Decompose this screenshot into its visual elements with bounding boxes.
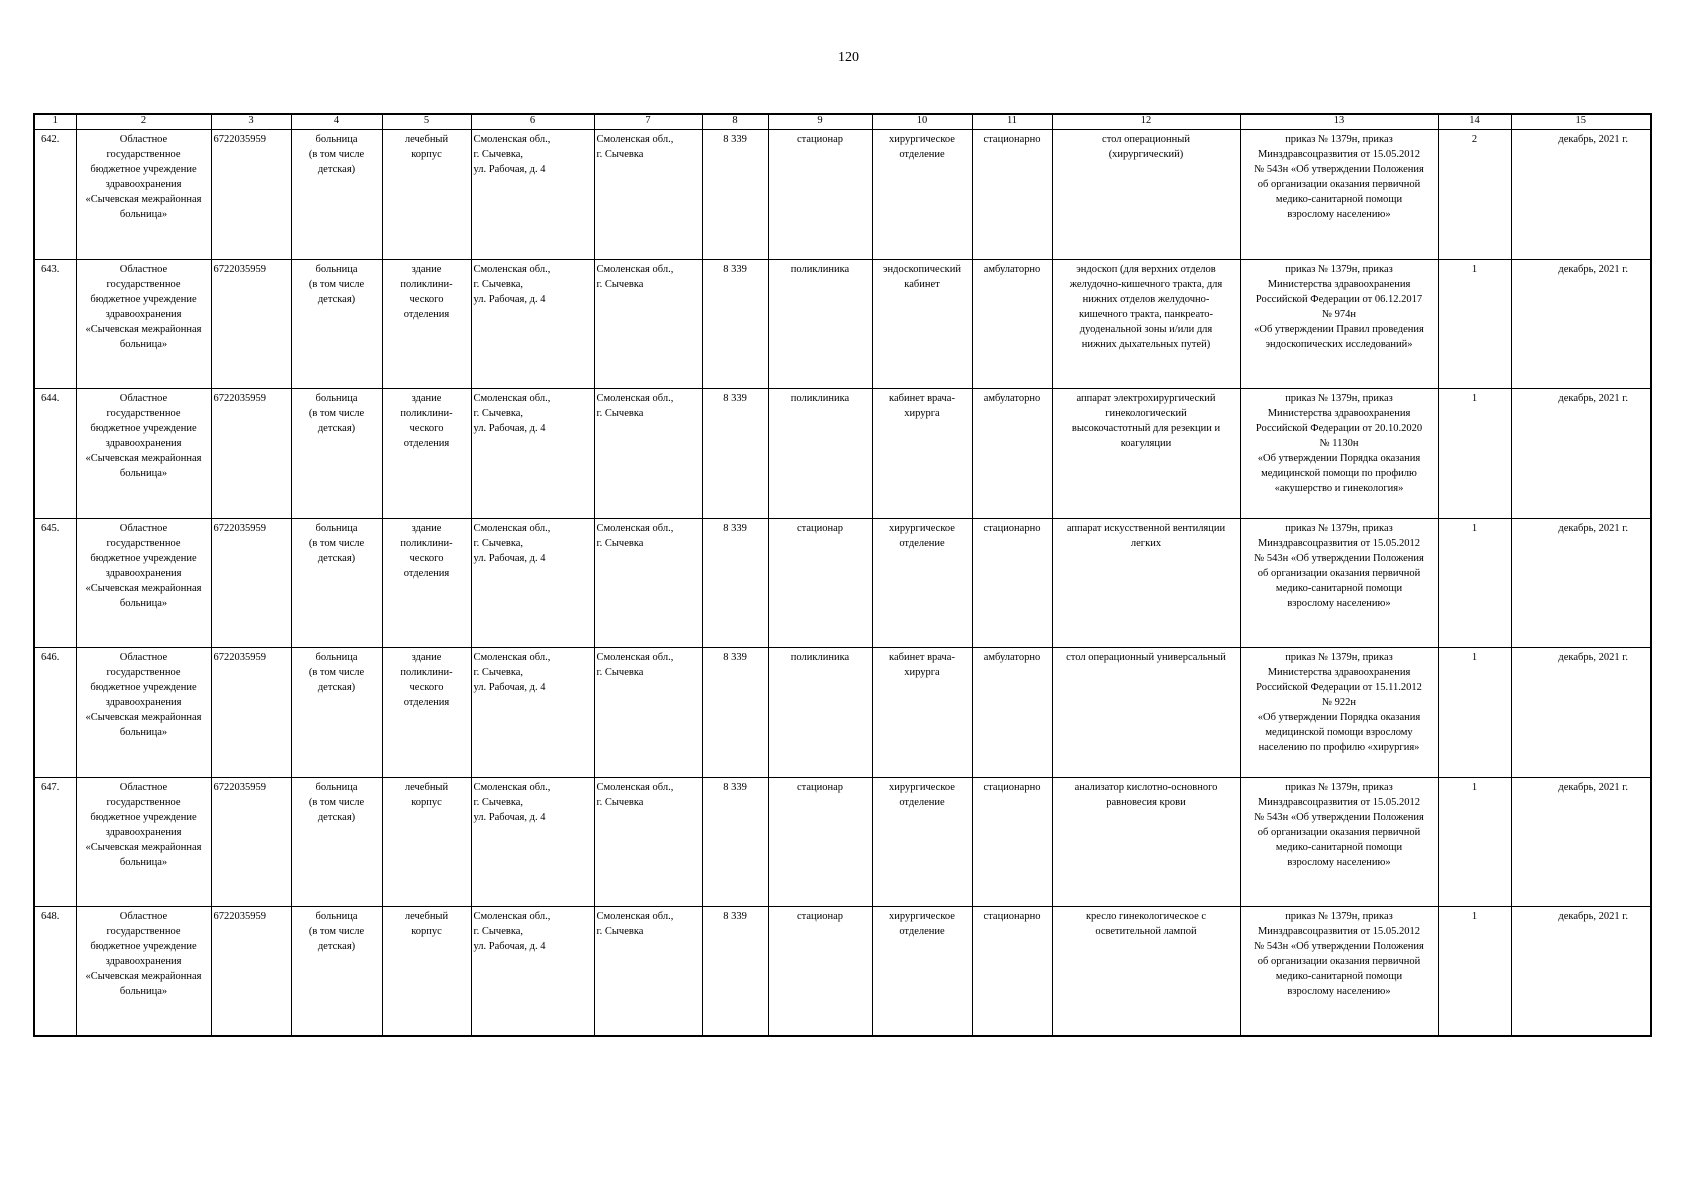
address-text: Смоленская обл., г. Сычевка, ул. Рабочая, д. 4 bbox=[473, 134, 551, 175]
organization-inn-text: 6722035959 bbox=[213, 393, 266, 404]
department-text: хирургическое отделение bbox=[889, 911, 955, 937]
cell-delivery-date bbox=[1511, 907, 1651, 1037]
cell-care-mode bbox=[972, 648, 1052, 778]
cell-delivery-date bbox=[1511, 518, 1651, 648]
cell-delivery-date bbox=[1511, 130, 1651, 260]
organization-name-text: Областное государственное бюджетное учреждение здравоохранения «Сычевская межрайонная больница» bbox=[85, 522, 202, 609]
locality-text: Смоленская обл., г. Сычевка bbox=[596, 652, 674, 678]
quantity-text: 2 bbox=[1471, 134, 1478, 145]
cell-legal-basis bbox=[1240, 259, 1438, 389]
department-text: хирургическое отделение bbox=[889, 781, 955, 808]
cell-unit-type bbox=[768, 259, 872, 389]
equipment-name-text: эндоскоп (для верхних отделов желудочно-кишечного тракта, для нижних отделов желудочно- кишечного тракта, панкреато- дуоденальной зоны и/или для нижних дыхательных путей) bbox=[1069, 263, 1223, 350]
cell-organization-type bbox=[291, 389, 382, 519]
cell-organization-inn bbox=[211, 777, 291, 907]
locality-text: Смоленская обл., г. Сычевка bbox=[596, 393, 674, 419]
delivery-date-text: декабрь, 2021 г. bbox=[1558, 393, 1628, 404]
column-header: 11 bbox=[972, 114, 1052, 130]
cell-unit-type bbox=[768, 389, 872, 519]
cell-building-type bbox=[382, 777, 471, 907]
row-number-text: 647. bbox=[41, 781, 60, 793]
cell-building-type bbox=[382, 648, 471, 778]
cell-care-mode bbox=[972, 518, 1052, 648]
care-mode-text: амбулаторно bbox=[983, 652, 1041, 663]
cell-address bbox=[471, 777, 594, 907]
cell-equipment-name bbox=[1052, 648, 1240, 778]
cell-equipment-name bbox=[1052, 907, 1240, 1037]
locality-code-text: 8 339 bbox=[723, 781, 747, 793]
address-text: Смоленская обл., г. Сычевка, ул. Рабочая, д. 4 bbox=[473, 652, 551, 693]
locality-text: Смоленская обл., г. Сычевка bbox=[596, 522, 674, 549]
cell-locality-code bbox=[702, 907, 768, 1037]
cell-building-type bbox=[382, 389, 471, 519]
cell-locality bbox=[594, 907, 702, 1037]
locality-text: Смоленская обл., г. Сычевка bbox=[596, 263, 674, 290]
cell-quantity bbox=[1438, 648, 1511, 778]
cell-department bbox=[872, 130, 972, 260]
department-text: кабинет врача- хирурга bbox=[889, 652, 955, 678]
cell-organization-type bbox=[291, 907, 382, 1037]
cell-address bbox=[471, 648, 594, 778]
legal-basis-text: приказ № 1379н, приказ Министерства здравоохранения Российской Федерации от 06.12.2017 № 974н «Об утверждении Правил проведения эндоскопических исследований» bbox=[1254, 263, 1424, 350]
cell-address bbox=[471, 518, 594, 648]
equipment-name-text: стол операционный (хирургический) bbox=[1102, 134, 1190, 160]
equipment-name-text: аппарат искусственной вентиляции легких bbox=[1066, 522, 1226, 549]
quantity-text: 1 bbox=[1471, 393, 1478, 404]
care-mode-text: стационарно bbox=[983, 134, 1041, 145]
organization-type-text: больница (в том числе детская) bbox=[308, 652, 365, 693]
cell-quantity bbox=[1438, 259, 1511, 389]
cell-address bbox=[471, 389, 594, 519]
address-text: Смоленская обл., г. Сычевка, ул. Рабочая, д. 4 bbox=[473, 522, 551, 564]
column-header: 2 bbox=[76, 114, 211, 130]
locality-text: Смоленская обл., г. Сычевка bbox=[596, 781, 674, 808]
cell-delivery-date bbox=[1511, 648, 1651, 778]
department-text: хирургическое отделение bbox=[889, 134, 955, 160]
organization-name-text: Областное государственное бюджетное учреждение здравоохранения «Сычевская межрайонная больница» bbox=[85, 652, 202, 738]
department-text: эндоскопический кабинет bbox=[883, 263, 961, 290]
cell-unit-type bbox=[768, 130, 872, 260]
cell-row-number bbox=[34, 648, 76, 778]
unit-type-text: стационар bbox=[796, 134, 844, 145]
cell-care-mode bbox=[972, 777, 1052, 907]
locality-text: Смоленская обл., г. Сычевка bbox=[596, 134, 674, 160]
organization-type-text: больница (в том числе детская) bbox=[308, 263, 365, 305]
cell-locality bbox=[594, 648, 702, 778]
organization-type-text: больница (в том числе детская) bbox=[308, 911, 365, 952]
locality-code-text: 8 339 bbox=[723, 134, 747, 145]
cell-building-type bbox=[382, 130, 471, 260]
cell-quantity bbox=[1438, 907, 1511, 1037]
unit-type-text: поликлиника bbox=[790, 263, 850, 275]
equipment-name-text: анализатор кислотно-основного равновесия крови bbox=[1074, 781, 1218, 808]
quantity-text: 1 bbox=[1471, 781, 1478, 793]
organization-type-text: больница (в том числе детская) bbox=[308, 134, 365, 175]
cell-locality bbox=[594, 777, 702, 907]
address-text: Смоленская обл., г. Сычевка, ул. Рабочая, д. 4 bbox=[473, 393, 551, 434]
cell-unit-type bbox=[768, 648, 872, 778]
cell-organization-inn bbox=[211, 518, 291, 648]
cell-quantity bbox=[1438, 777, 1511, 907]
cell-care-mode bbox=[972, 259, 1052, 389]
cell-locality bbox=[594, 259, 702, 389]
equipment-name-text: кресло гинекологическое с осветительной лампой bbox=[1085, 911, 1207, 937]
cell-organization-name bbox=[76, 518, 211, 648]
organization-inn-text: 6722035959 bbox=[213, 781, 266, 793]
legal-basis-text: приказ № 1379н, приказ Минздравсоцразвития от 15.05.2012 № 543н «Об утверждении Положения об организации оказания первичной медико-санитарной помощи взрослому населению» bbox=[1254, 911, 1424, 997]
cell-locality-code bbox=[702, 777, 768, 907]
legal-basis-text: приказ № 1379н, приказ Министерства здравоохранения Российской Федерации от 15.11.2012 № 922н «Об утверждении Порядка оказания медицинской помощи взрослому населению по профилю «хирургия» bbox=[1256, 652, 1422, 753]
cell-locality bbox=[594, 389, 702, 519]
cell-organization-inn bbox=[211, 259, 291, 389]
organization-inn-text: 6722035959 bbox=[213, 263, 266, 275]
quantity-text: 1 bbox=[1471, 652, 1478, 663]
cell-locality-code bbox=[702, 518, 768, 648]
cell-department bbox=[872, 648, 972, 778]
care-mode-text: амбулаторно bbox=[983, 393, 1041, 404]
organization-type-text: больница (в том числе детская) bbox=[308, 393, 365, 434]
table-row bbox=[34, 389, 1651, 519]
cell-department bbox=[872, 518, 972, 648]
cell-organization-type bbox=[291, 259, 382, 389]
column-header: 5 bbox=[382, 114, 471, 130]
cell-locality bbox=[594, 518, 702, 648]
organization-name-text: Областное государственное бюджетное учреждение здравоохранения «Сычевская межрайонная больница» bbox=[85, 911, 202, 997]
cell-locality-code bbox=[702, 259, 768, 389]
cell-organization-name bbox=[76, 389, 211, 519]
delivery-date-text: декабрь, 2021 г. bbox=[1558, 652, 1628, 663]
table-row bbox=[34, 777, 1651, 907]
equipment-name-text: аппарат электрохирургический гинекологический высокочастотный для резекции и коагуляции bbox=[1071, 393, 1221, 449]
cell-address bbox=[471, 259, 594, 389]
cell-organization-type bbox=[291, 130, 382, 260]
legal-basis-text: приказ № 1379н, приказ Минздравсоцразвития от 15.05.2012 № 543н «Об утверждении Положения об организации оказания первичной медико-санитарной помощи взрослому населению» bbox=[1254, 781, 1424, 868]
building-type-text: лечебный корпус bbox=[404, 781, 449, 808]
cell-organization-name bbox=[76, 648, 211, 778]
building-type-text: лечебный корпус bbox=[404, 911, 449, 937]
organization-name-text: Областное государственное бюджетное учреждение здравоохранения «Сычевская межрайонная больница» bbox=[85, 134, 202, 220]
cell-equipment-name bbox=[1052, 259, 1240, 389]
cell-locality-code bbox=[702, 389, 768, 519]
cell-organization-type bbox=[291, 518, 382, 648]
cell-legal-basis bbox=[1240, 907, 1438, 1037]
delivery-date-text: декабрь, 2021 г. bbox=[1558, 263, 1628, 275]
row-number-text: 645. bbox=[41, 522, 60, 534]
building-type-text: здание поликлини- ческого отделения bbox=[400, 522, 453, 579]
equipment-name-text: стол операционный универсальный bbox=[1066, 652, 1226, 663]
locality-text: Смоленская обл., г. Сычевка bbox=[596, 911, 674, 937]
cell-care-mode bbox=[972, 130, 1052, 260]
department-text: хирургическое отделение bbox=[889, 522, 955, 549]
cell-building-type bbox=[382, 907, 471, 1037]
quantity-text: 1 bbox=[1471, 263, 1478, 275]
header-row bbox=[34, 114, 1651, 130]
cell-address bbox=[471, 907, 594, 1037]
column-header: 8 bbox=[702, 114, 768, 130]
equipment-table bbox=[33, 113, 1652, 1037]
column-header: 6 bbox=[471, 114, 594, 130]
cell-row-number bbox=[34, 130, 76, 260]
organization-name-text: Областное государственное бюджетное учреждение здравоохранения «Сычевская межрайонная больница» bbox=[85, 781, 202, 868]
table-row bbox=[34, 259, 1651, 389]
unit-type-text: стационар bbox=[796, 781, 844, 793]
cell-organization-inn bbox=[211, 389, 291, 519]
row-number-text: 648. bbox=[41, 911, 60, 922]
unit-type-text: стационар bbox=[796, 911, 844, 922]
cell-legal-basis bbox=[1240, 389, 1438, 519]
organization-inn-text: 6722035959 bbox=[213, 652, 266, 663]
unit-type-text: поликлиника bbox=[790, 652, 850, 663]
cell-unit-type bbox=[768, 907, 872, 1037]
organization-inn-text: 6722035959 bbox=[213, 911, 266, 922]
cell-equipment-name bbox=[1052, 389, 1240, 519]
column-header: 7 bbox=[594, 114, 702, 130]
legal-basis-text: приказ № 1379н, приказ Минздравсоцразвития от 15.05.2012 № 543н «Об утверждении Положения об организации оказания первичной медико-санитарной помощи взрослому населению» bbox=[1254, 134, 1424, 220]
row-number-text: 642. bbox=[41, 134, 60, 145]
delivery-date-text: декабрь, 2021 г. bbox=[1558, 781, 1628, 793]
cell-legal-basis bbox=[1240, 648, 1438, 778]
unit-type-text: стационар bbox=[796, 522, 844, 534]
cell-organization-inn bbox=[211, 130, 291, 260]
care-mode-text: стационарно bbox=[983, 781, 1041, 793]
cell-department bbox=[872, 259, 972, 389]
cell-organization-type bbox=[291, 648, 382, 778]
page-number: 120 bbox=[838, 50, 859, 65]
organization-type-text: больница (в том числе детская) bbox=[308, 781, 365, 823]
address-text: Смоленская обл., г. Сычевка, ул. Рабочая, д. 4 bbox=[473, 263, 551, 305]
locality-code-text: 8 339 bbox=[723, 652, 747, 663]
column-header: 9 bbox=[768, 114, 872, 130]
column-header: 14 bbox=[1438, 114, 1511, 130]
table-row bbox=[34, 648, 1651, 778]
cell-locality-code bbox=[702, 130, 768, 260]
cell-quantity bbox=[1438, 389, 1511, 519]
building-type-text: здание поликлини- ческого отделения bbox=[400, 393, 453, 449]
cell-equipment-name bbox=[1052, 777, 1240, 907]
cell-delivery-date bbox=[1511, 259, 1651, 389]
cell-organization-type bbox=[291, 777, 382, 907]
quantity-text: 1 bbox=[1471, 911, 1478, 922]
care-mode-text: амбулаторно bbox=[983, 263, 1041, 275]
cell-organization-name bbox=[76, 777, 211, 907]
cell-organization-name bbox=[76, 259, 211, 389]
legal-basis-text: приказ № 1379н, приказ Министерства здравоохранения Российской Федерации от 20.10.2020 № 1130н «Об утверждении Порядка оказания медицинской помощи по профилю «акушерство и гинекология» bbox=[1255, 393, 1423, 494]
cell-legal-basis bbox=[1240, 130, 1438, 260]
column-header: 3 bbox=[211, 114, 291, 130]
cell-department bbox=[872, 389, 972, 519]
cell-legal-basis bbox=[1240, 518, 1438, 648]
row-number-text: 646. bbox=[41, 652, 60, 663]
department-text: кабинет врача- хирурга bbox=[889, 393, 955, 419]
locality-code-text: 8 339 bbox=[723, 522, 747, 534]
quantity-text: 1 bbox=[1471, 522, 1478, 534]
table-row bbox=[34, 907, 1651, 1037]
row-number-text: 644. bbox=[41, 393, 60, 404]
cell-locality bbox=[594, 130, 702, 260]
building-type-text: здание поликлини- ческого отделения bbox=[400, 263, 453, 320]
cell-row-number bbox=[34, 518, 76, 648]
organization-inn-text: 6722035959 bbox=[213, 522, 266, 534]
cell-equipment-name bbox=[1052, 518, 1240, 648]
cell-equipment-name bbox=[1052, 130, 1240, 260]
cell-building-type bbox=[382, 259, 471, 389]
table-body bbox=[34, 130, 1651, 1037]
cell-row-number bbox=[34, 389, 76, 519]
locality-code-text: 8 339 bbox=[723, 393, 747, 404]
cell-quantity bbox=[1438, 518, 1511, 648]
delivery-date-text: декабрь, 2021 г. bbox=[1558, 134, 1628, 145]
cell-organization-inn bbox=[211, 907, 291, 1037]
cell-organization-name bbox=[76, 907, 211, 1037]
locality-code-text: 8 339 bbox=[723, 263, 747, 275]
cell-row-number bbox=[34, 907, 76, 1037]
cell-quantity bbox=[1438, 130, 1511, 260]
cell-legal-basis bbox=[1240, 777, 1438, 907]
care-mode-text: стационарно bbox=[983, 522, 1041, 534]
organization-name-text: Областное государственное бюджетное учреждение здравоохранения «Сычевская межрайонная больница» bbox=[85, 263, 202, 350]
column-header: 1 bbox=[34, 114, 76, 130]
cell-department bbox=[872, 907, 972, 1037]
cell-unit-type bbox=[768, 777, 872, 907]
column-header: 4 bbox=[291, 114, 382, 130]
delivery-date-text: декабрь, 2021 г. bbox=[1558, 522, 1628, 534]
legal-basis-text: приказ № 1379н, приказ Минздравсоцразвития от 15.05.2012 № 543н «Об утверждении Положения об организации оказания первичной медико-санитарной помощи взрослому населению» bbox=[1254, 522, 1424, 609]
table-row bbox=[34, 130, 1651, 260]
column-header: 10 bbox=[872, 114, 972, 130]
care-mode-text: стационарно bbox=[983, 911, 1041, 922]
organization-name-text: Областное государственное бюджетное учреждение здравоохранения «Сычевская межрайонная больница» bbox=[85, 393, 202, 479]
cell-department bbox=[872, 777, 972, 907]
address-text: Смоленская обл., г. Сычевка, ул. Рабочая, д. 4 bbox=[473, 781, 551, 823]
cell-delivery-date bbox=[1511, 389, 1651, 519]
cell-delivery-date bbox=[1511, 777, 1651, 907]
cell-organization-name bbox=[76, 130, 211, 260]
cell-building-type bbox=[382, 518, 471, 648]
cell-address bbox=[471, 130, 594, 260]
building-type-text: здание поликлини- ческого отделения bbox=[400, 652, 453, 708]
organization-type-text: больница (в том числе детская) bbox=[308, 522, 365, 564]
organization-inn-text: 6722035959 bbox=[213, 134, 266, 145]
table-row bbox=[34, 518, 1651, 648]
column-header: 13 bbox=[1240, 114, 1438, 130]
cell-care-mode bbox=[972, 907, 1052, 1037]
cell-unit-type bbox=[768, 518, 872, 648]
cell-organization-inn bbox=[211, 648, 291, 778]
cell-care-mode bbox=[972, 389, 1052, 519]
cell-row-number bbox=[34, 259, 76, 389]
unit-type-text: поликлиника bbox=[790, 393, 850, 404]
column-header: 15 bbox=[1511, 114, 1651, 130]
cell-row-number bbox=[34, 777, 76, 907]
column-header: 12 bbox=[1052, 114, 1240, 130]
address-text: Смоленская обл., г. Сычевка, ул. Рабочая, д. 4 bbox=[473, 911, 551, 952]
building-type-text: лечебный корпус bbox=[404, 134, 449, 160]
delivery-date-text: декабрь, 2021 г. bbox=[1558, 911, 1628, 922]
locality-code-text: 8 339 bbox=[723, 911, 747, 922]
cell-locality-code bbox=[702, 648, 768, 778]
row-number-text: 643. bbox=[41, 263, 60, 275]
